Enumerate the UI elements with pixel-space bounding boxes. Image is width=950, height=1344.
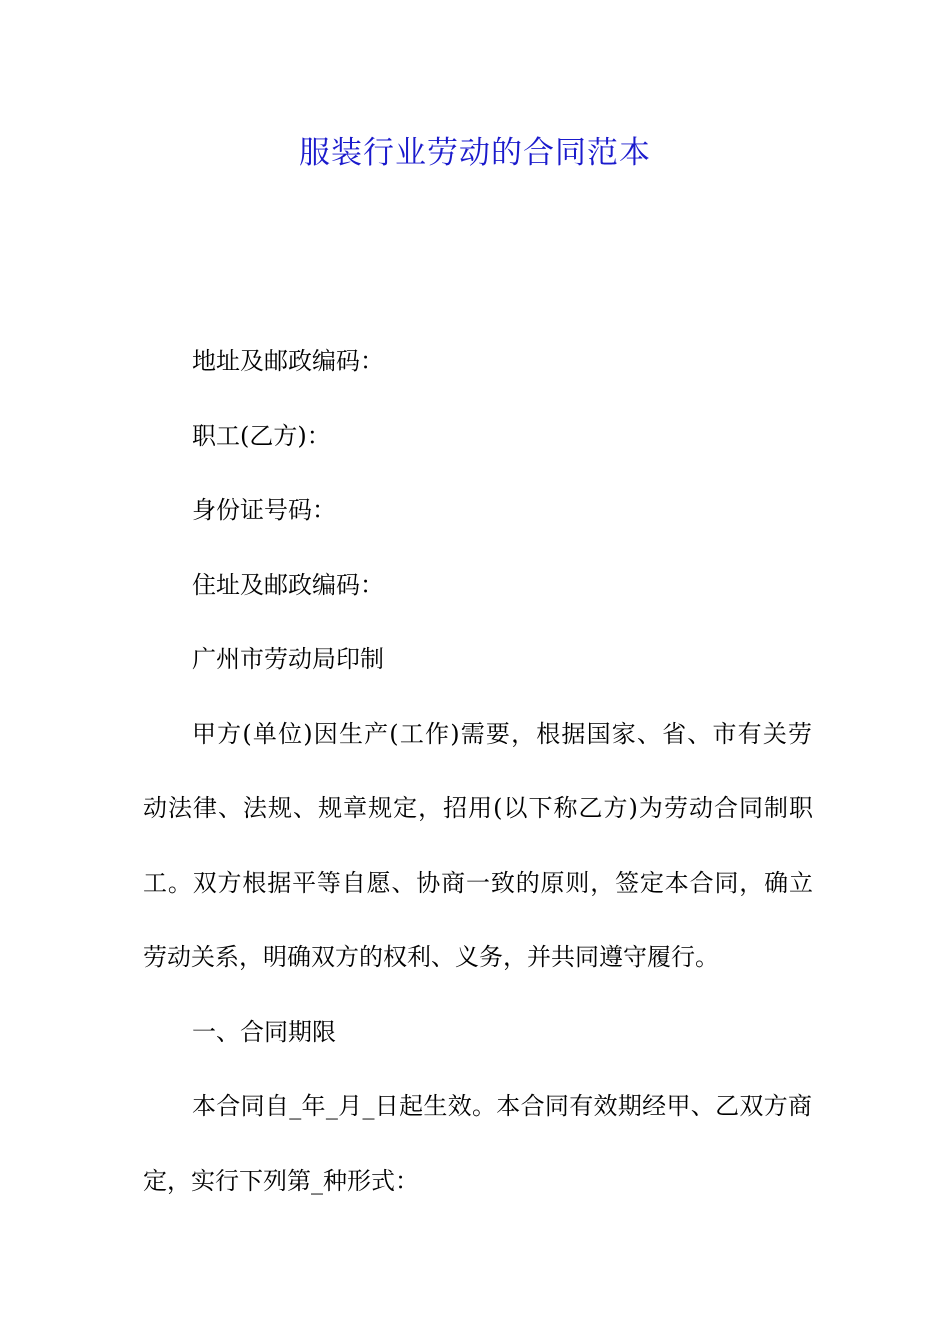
residence-postcode-label: 住址及邮政编码： xyxy=(192,571,384,599)
id-number-label: 身份证号码： xyxy=(192,496,336,524)
preamble-line-2: 动法律、法规、规章规定，招用(以下称乙方)为劳动合同制职 xyxy=(143,794,813,822)
contract-term-line-2: 定，实行下列第_种形式： xyxy=(143,1167,419,1195)
employee-party-b-label: 职工(乙方)： xyxy=(192,422,331,450)
printed-by-line: 广州市劳动局印制 xyxy=(192,645,384,673)
contract-term-line-1: 本合同自_年_月_日起生效。本合同有效期经甲、乙双方商 xyxy=(192,1092,812,1120)
document-title: 服装行业劳动的合同范本 xyxy=(299,135,651,171)
preamble-line-4: 劳动关系，明确双方的权利、义务，并共同遵守履行。 xyxy=(143,943,719,971)
section-heading-contract-term: 一、合同期限 xyxy=(192,1018,336,1046)
preamble-line-1: 甲方(单位)因生产(工作)需要，根据国家、省、市有关劳 xyxy=(192,720,812,748)
address-postcode-label: 地址及邮政编码： xyxy=(192,347,384,375)
preamble-line-3: 工。双方根据平等自愿、协商一致的原则，签定本合同，确立 xyxy=(143,869,813,897)
